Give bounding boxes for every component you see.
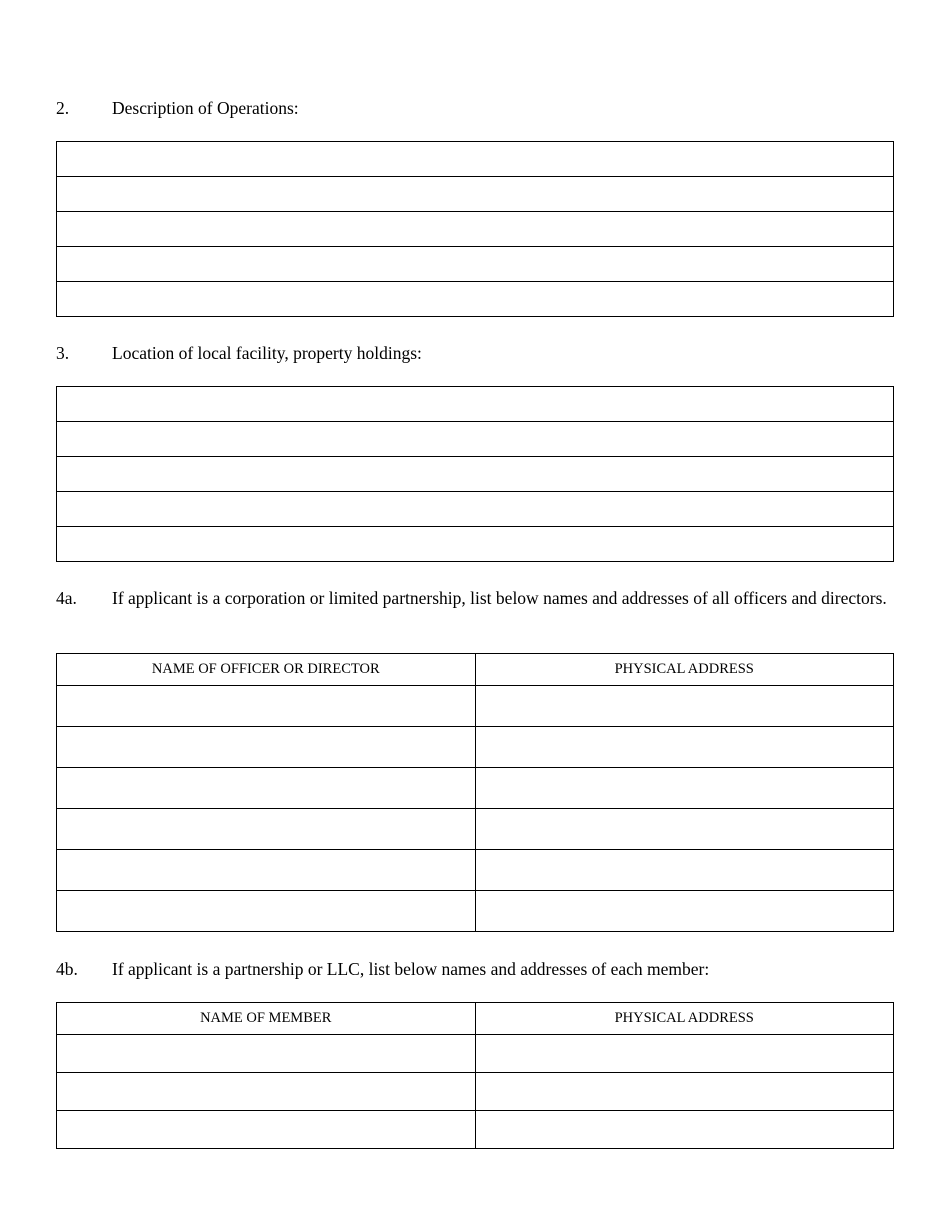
section-2-heading — [56, 97, 894, 119]
table-row — [57, 768, 894, 809]
operations-description-box — [56, 141, 894, 317]
facility-location-box — [56, 386, 894, 562]
table-row — [57, 1073, 894, 1111]
officer-name-header: NAME OF OFFICER OR DIRECTOR — [57, 654, 476, 686]
member-name-cell[interactable] — [57, 1111, 476, 1149]
section-4a-number: 4a. — [56, 588, 77, 608]
operations-line-1[interactable] — [57, 142, 894, 177]
member-name-cell[interactable] — [57, 1035, 476, 1073]
member-address-cell[interactable] — [475, 1111, 894, 1149]
section-2-number: 2. — [56, 98, 70, 118]
officer-name-cell[interactable] — [57, 850, 476, 891]
operations-line-5[interactable] — [57, 282, 894, 317]
section-2-label: Description of Operations: — [112, 98, 299, 118]
officer-address-cell[interactable] — [475, 850, 894, 891]
section-3-number: 3. — [56, 343, 70, 363]
officer-address-header: PHYSICAL ADDRESS — [475, 654, 894, 686]
location-line-4[interactable] — [57, 492, 894, 527]
location-line-2[interactable] — [57, 422, 894, 457]
table-row — [57, 1035, 894, 1073]
section-4a-heading — [56, 587, 894, 609]
section-4b-heading — [56, 958, 894, 980]
member-name-cell[interactable] — [57, 1073, 476, 1111]
officer-name-cell[interactable] — [57, 809, 476, 850]
table-row — [57, 850, 894, 891]
table-row — [57, 891, 894, 932]
section-4b-label: If applicant is a partnership or LLC, list below names and addresses of each member: — [112, 959, 710, 979]
operations-line-4[interactable] — [57, 247, 894, 282]
officer-address-cell[interactable] — [475, 727, 894, 768]
officer-name-cell[interactable] — [57, 768, 476, 809]
member-address-cell[interactable] — [475, 1035, 894, 1073]
member-address-cell[interactable] — [475, 1073, 894, 1111]
section-4a-label: If applicant is a corporation or limited partnership, list below names and addresses of all officers and directors. — [112, 588, 887, 608]
table-row — [57, 727, 894, 768]
officer-address-cell[interactable] — [475, 891, 894, 932]
members-table — [56, 1002, 894, 1149]
section-3-heading — [56, 342, 894, 364]
section-4b-number: 4b. — [56, 959, 78, 979]
officer-address-cell[interactable] — [475, 809, 894, 850]
table-row — [57, 686, 894, 727]
officer-name-cell[interactable] — [57, 891, 476, 932]
officer-address-cell[interactable] — [475, 686, 894, 727]
table-row — [57, 809, 894, 850]
member-address-header: PHYSICAL ADDRESS — [475, 1003, 894, 1035]
officer-address-cell[interactable] — [475, 768, 894, 809]
member-name-header: NAME OF MEMBER — [57, 1003, 476, 1035]
section-3-label: Location of local facility, property holdings: — [112, 343, 422, 363]
location-line-5[interactable] — [57, 527, 894, 562]
officer-name-cell[interactable] — [57, 686, 476, 727]
operations-line-3[interactable] — [57, 212, 894, 247]
table-row — [57, 1111, 894, 1149]
location-line-1[interactable] — [57, 387, 894, 422]
officer-name-cell[interactable] — [57, 727, 476, 768]
officers-table — [56, 653, 894, 932]
location-line-3[interactable] — [57, 457, 894, 492]
operations-line-2[interactable] — [57, 177, 894, 212]
